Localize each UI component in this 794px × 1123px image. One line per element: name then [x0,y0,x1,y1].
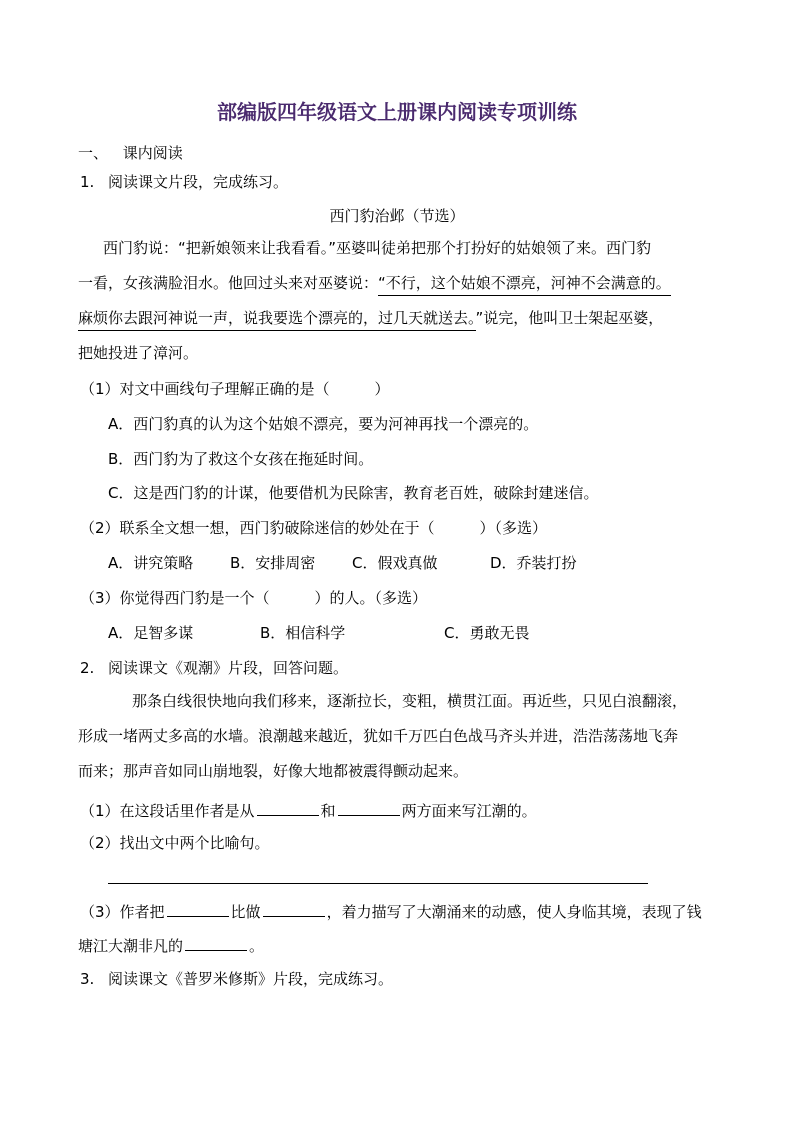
q1-sub3-option-c: C．勇敢无畏 [444,624,530,642]
q1-passage-text: 一看，女孩满脸泪水。他回过头来对巫婆说： [78,274,379,292]
q1-number: 1. [80,173,95,191]
q1-sub3-option-b: B．相信科学 [260,624,346,642]
q2-sub1-text: 和 [320,802,336,820]
section-heading [78,146,183,161]
q2-sub1 [80,801,537,819]
q2-sub3-text: 塘江大潮非凡的 [78,937,184,955]
page-title: 部编版四年级语文上册课内阅读专项训练 [217,100,577,124]
q2-passage-line: 那条白线很快地向我们移来，逐渐拉长，变粗，横贯江面。再近些，只见白浪翻滚， [132,692,688,710]
answer-blank[interactable] [257,801,319,816]
answer-blank[interactable] [263,902,325,917]
q1-sub1-option-a: A．西门豹真的认为这个姑娘不漂亮，要为河神再找一个漂亮的。 [108,415,539,433]
q1-sub2: （2）联系全文想一想，西门豹破除迷信的妙处在于（ ）（多选） [80,519,548,537]
q2-sub3-line2 [78,936,264,954]
underlined-sentence: “不行，这个姑娘不漂亮，河神不会满意的。 [378,274,671,296]
q1-sub1: （1）对文中画线句子理解正确的是（ ） [80,380,390,398]
q1-sub3: （3）你觉得西门豹是一个（ ）的人。（多选） [80,589,428,607]
q2-number: 2. [80,659,95,677]
answer-blank[interactable] [338,801,400,816]
q2-sub3-text: ，着力描写了大潮涌来的动感，使人身临其境，表现了钱 [326,903,702,921]
q1-sub2-option-d: D．乔装打扮 [490,554,577,572]
section-label: 课内阅读 [122,144,183,162]
q1-passage-title: 西门豹治邺（节选） [329,207,465,225]
q2-sub3-text: 比做 [230,903,261,921]
q3-number: 3. [80,970,95,988]
q2-prompt: 阅读课文《观潮》片段，回答问题。 [108,659,349,677]
underlined-sentence: 麻烦你去跟河神说一声，说我要选个漂亮的，过几天就送去。 [78,309,476,331]
q1-sub3-option-a: A．足智多谋 [108,624,194,642]
q2-sub1-text: 两方面来写江潮的。 [401,802,537,820]
q1-passage-line: 西门豹说：“把新娘领来让我看看。”巫婆叫徒弟把那个打扮好的姑娘领了来。西门豹 [103,239,652,257]
q1-sub2-option-b: B．安排周密 [230,554,316,572]
q1-passage-line [78,276,671,291]
q1-passage-line: 把她投进了漳河。 [78,344,199,362]
q2-passage-line: 而来；那声音如同山崩地裂，好像大地都被震得颤动起来。 [78,762,469,780]
answer-line[interactable] [108,883,648,884]
q1-sub1-option-b: B．西门豹为了救这个女孩在拖延时间。 [108,450,374,468]
q1-passage-line [78,311,663,326]
q3-prompt: 阅读课文《普罗米修斯》片段，完成练习。 [108,970,394,988]
answer-blank[interactable] [167,902,229,917]
q2-sub2: （2）找出文中两个比喻句。 [80,834,270,852]
q1-sub2-option-c: C．假戏真做 [352,554,438,572]
q2-sub3 [80,902,702,920]
q2-sub1-text: （1）在这段话里作者是从 [80,802,255,820]
section-number: 一、 [78,144,109,162]
q2-passage-line: 形成一堵两丈多高的水墙。浪潮越来越近，犹如千万匹白色战马齐头并进，浩浩荡荡地飞奔 [78,727,679,745]
q1-prompt: 阅读课文片段，完成练习。 [108,173,289,191]
q2-sub3-text: 。 [249,937,265,955]
q1-sub2-option-a: A．讲究策略 [108,554,194,572]
q2-sub3-text: （3）作者把 [80,903,165,921]
answer-blank[interactable] [185,936,247,951]
q1-passage-text: ”说完，他叫卫士架起巫婆， [475,309,664,327]
q1-sub1-option-c: C．这是西门豹的计谋，他要借机为民除害，教育老百姓，破除封建迷信。 [108,484,599,502]
